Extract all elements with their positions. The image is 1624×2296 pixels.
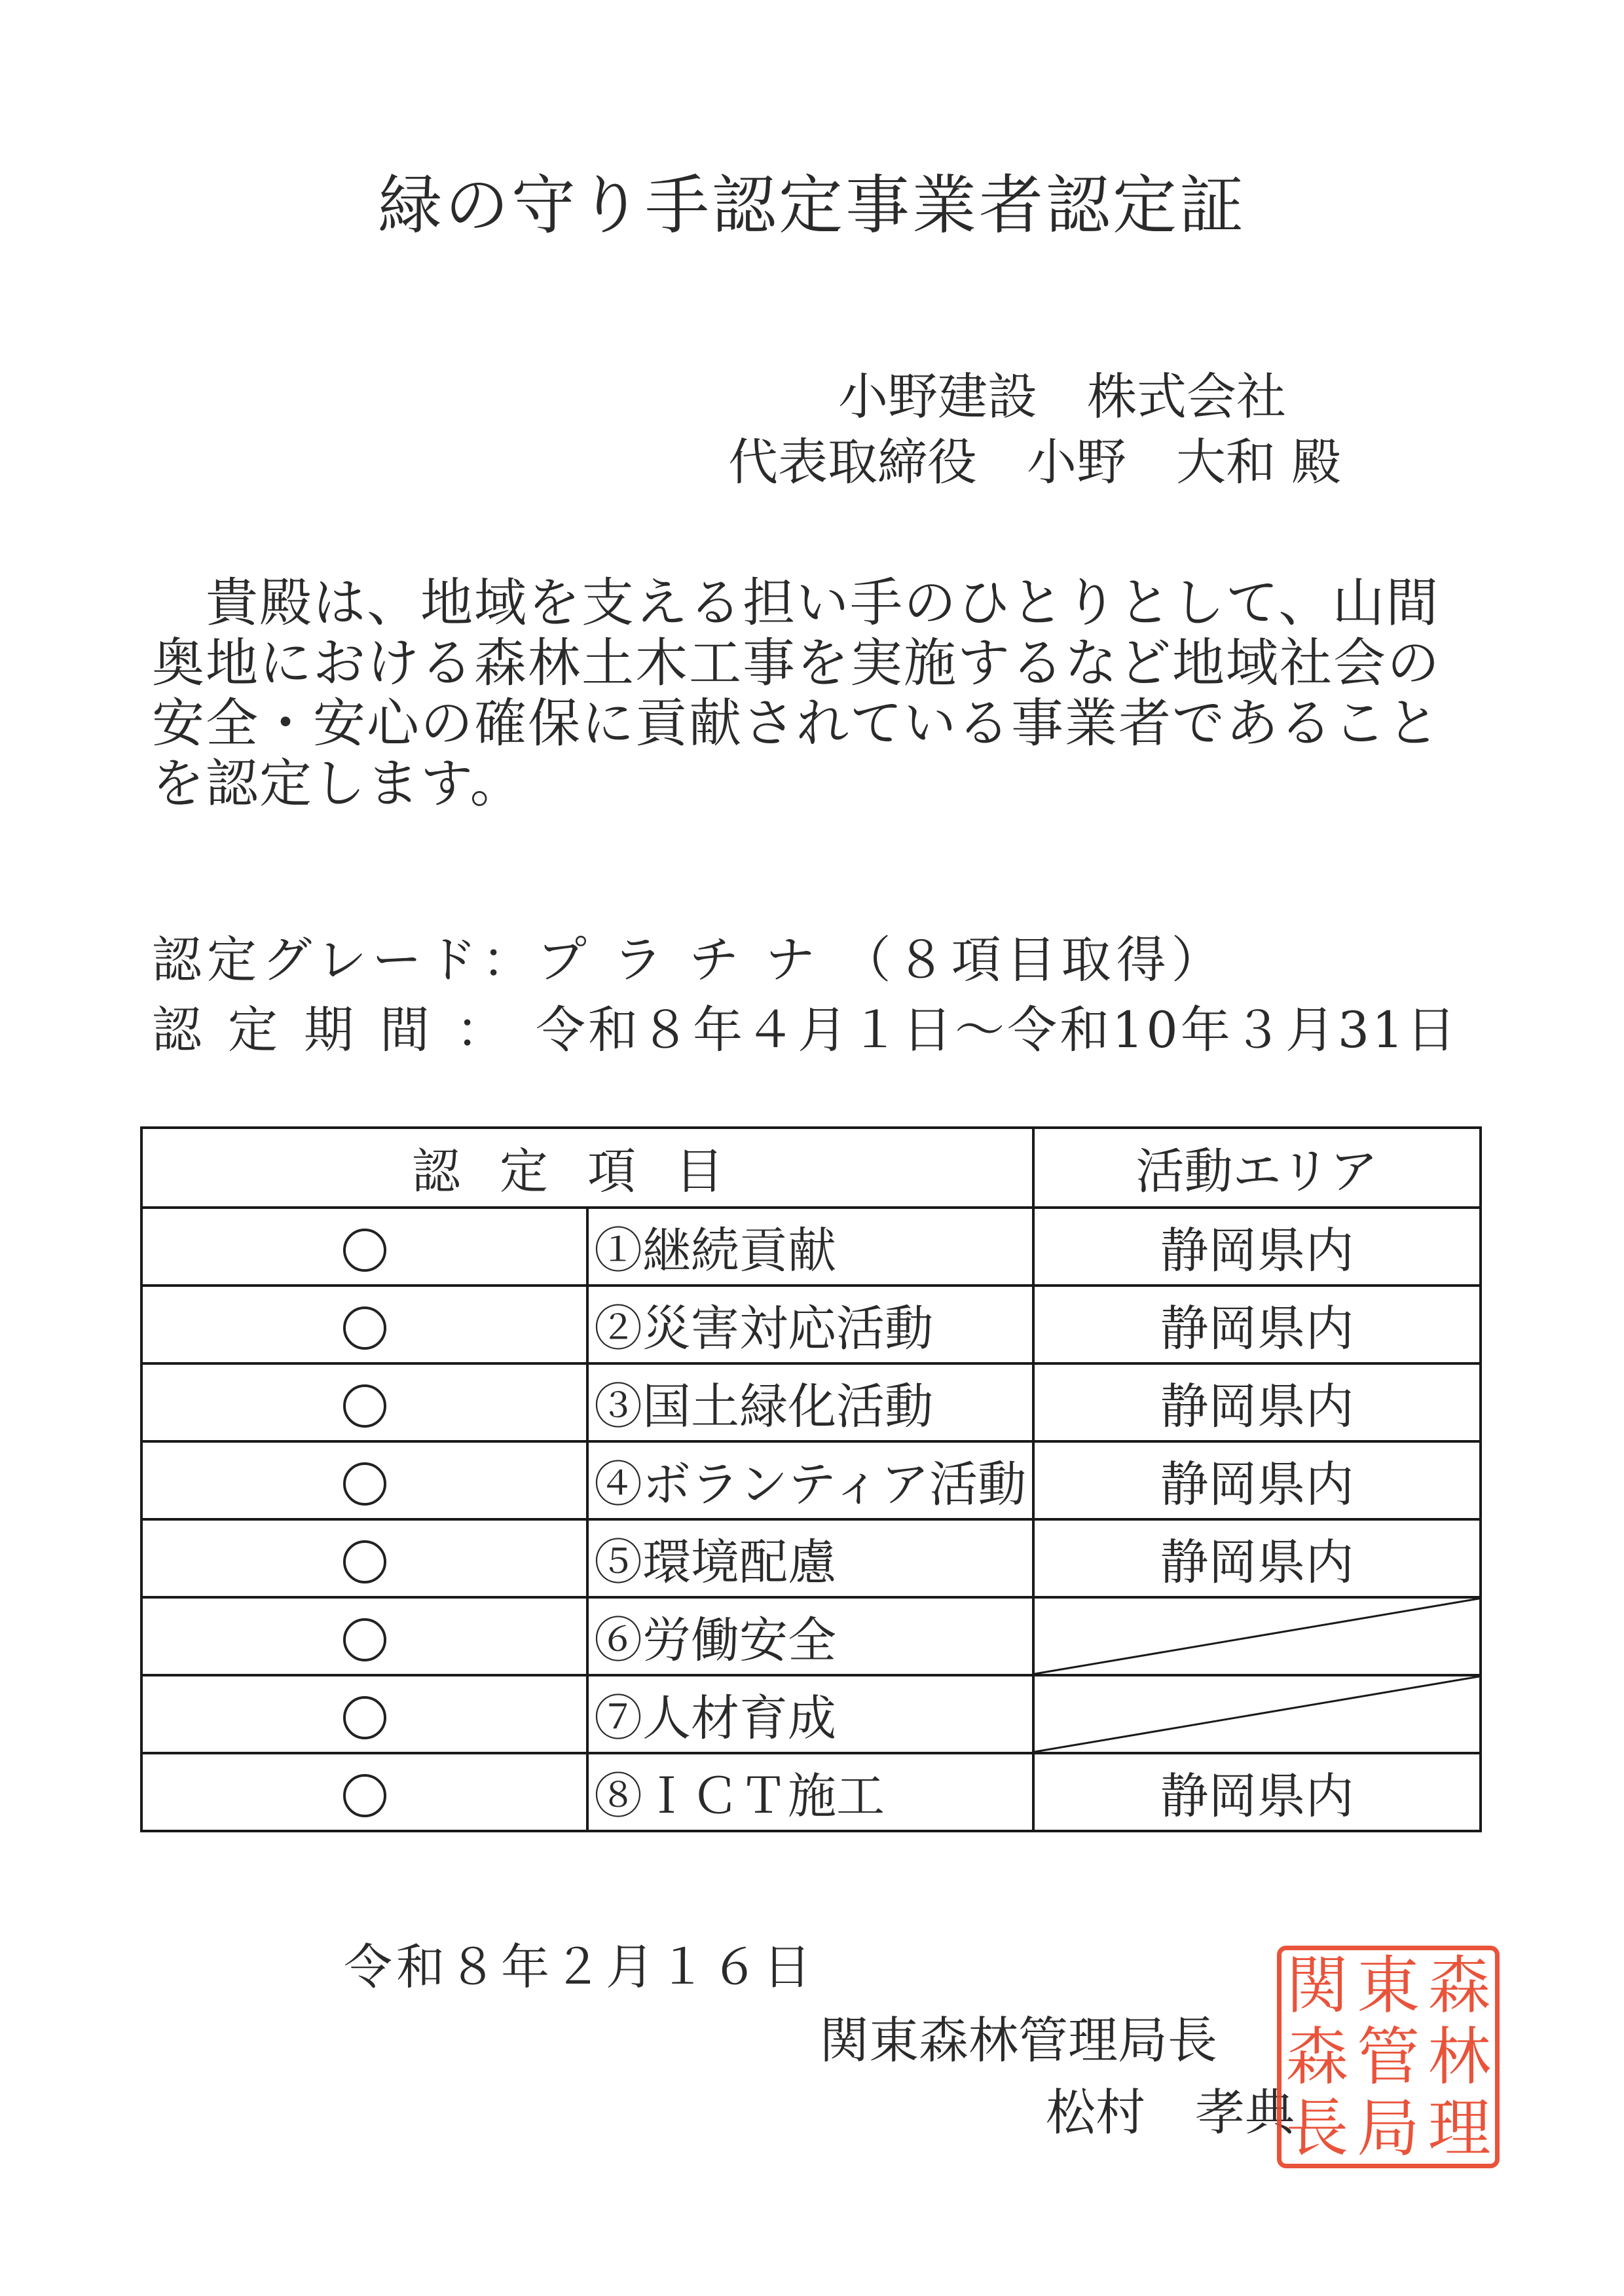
item-name: ④ボランティア活動 xyxy=(587,1441,1033,1519)
table-row xyxy=(141,1753,1481,1831)
seal-char: 森 xyxy=(1285,2020,1349,2094)
seal-char: 管 xyxy=(1356,2020,1420,2094)
official-seal-stamp xyxy=(1277,1946,1500,2168)
item-name: ⑧ＩＣＴ施工 xyxy=(587,1753,1033,1831)
certificate-title: 緑の守り手認定事業者認定証 xyxy=(377,168,1246,243)
circle-mark-icon xyxy=(343,1696,386,1739)
check-mark-cell xyxy=(141,1597,587,1675)
table-row xyxy=(141,1286,1481,1363)
item-name: ⑦人材育成 xyxy=(587,1675,1033,1753)
table-row xyxy=(141,1519,1481,1597)
circle-mark-icon xyxy=(343,1229,386,1272)
grade-separator: ： xyxy=(482,931,537,989)
seal-char: 関 xyxy=(1285,1949,1349,2023)
circle-mark-icon xyxy=(343,1540,386,1583)
period-separator: ： xyxy=(456,1001,483,1059)
table-row xyxy=(141,1441,1481,1519)
certification-items-table xyxy=(140,1126,1482,1832)
circle-mark-icon xyxy=(343,1306,386,1350)
recipient-representative: 代表取締役 小野 大和 殿 xyxy=(728,433,1342,491)
item-area-not-applicable xyxy=(1033,1597,1481,1675)
item-area: 静岡県内 xyxy=(1033,1286,1481,1363)
grade-label: 認定グレード xyxy=(152,931,482,989)
issue-date: 令和８年２月１６日 xyxy=(344,1939,815,1995)
item-name: ②災害対応活動 xyxy=(587,1286,1033,1363)
statement-line: 奥地における森林土木工事を実施するなど地域社会の xyxy=(152,633,1441,694)
table-row xyxy=(141,1597,1481,1675)
period-value: 令和８年４月１日～令和10年３月31日 xyxy=(536,1001,1459,1059)
statement-line: を認定します。 xyxy=(152,753,524,814)
header-activity-area: 活動エリア xyxy=(1033,1128,1481,1208)
period-label: 認定期間 xyxy=(152,1001,456,1059)
seal-char: 東 xyxy=(1356,1949,1420,2023)
grade-line xyxy=(152,920,1227,991)
period-line xyxy=(152,990,1458,1062)
circle-mark-icon xyxy=(343,1462,386,1506)
seal-char: 森 xyxy=(1428,1949,1491,2023)
seal-char: 局 xyxy=(1356,2091,1420,2165)
circle-mark-icon xyxy=(343,1618,386,1661)
header-certification-items: 認定項目 xyxy=(141,1128,1033,1208)
statement-line: 貴殿は、地域を支える担い手のひとりとして、山間 xyxy=(152,572,1440,633)
check-mark-cell xyxy=(141,1753,587,1831)
certification-statement xyxy=(152,573,1488,814)
item-area: 静岡県内 xyxy=(1033,1208,1481,1286)
item-area: 静岡県内 xyxy=(1033,1753,1481,1831)
issuer-name: 松村 孝典 xyxy=(1046,2083,1295,2141)
item-area: 静岡県内 xyxy=(1033,1363,1481,1441)
item-name: ⑥労働安全 xyxy=(587,1597,1033,1675)
item-area-not-applicable xyxy=(1033,1675,1481,1753)
check-mark-cell xyxy=(141,1286,587,1363)
check-mark-cell xyxy=(141,1208,587,1286)
item-name: ⑤環境配慮 xyxy=(587,1519,1033,1597)
table-row xyxy=(141,1208,1481,1286)
item-name: ③国土緑化活動 xyxy=(587,1363,1033,1441)
check-mark-cell xyxy=(141,1441,587,1519)
diagonal-slash-icon xyxy=(1035,1676,1479,1752)
table-header-row xyxy=(141,1128,1481,1208)
check-mark-cell xyxy=(141,1675,587,1753)
table-row xyxy=(141,1363,1481,1441)
item-name: ①継続貢献 xyxy=(587,1208,1033,1286)
seal-char: 林 xyxy=(1428,2020,1491,2094)
seal-char: 長 xyxy=(1285,2091,1349,2165)
check-mark-cell xyxy=(141,1363,587,1441)
diagonal-slash-icon xyxy=(1035,1599,1479,1674)
grade-value: プ ラ チ ナ （８項目取得） xyxy=(537,931,1227,989)
statement-line: 安全・安心の確保に貢献されている事業者であること xyxy=(152,693,1441,754)
circle-mark-icon xyxy=(343,1774,386,1817)
table-row xyxy=(141,1675,1481,1753)
issuer-office: 関東森林管理局長 xyxy=(819,2011,1217,2069)
check-mark-cell xyxy=(141,1519,587,1597)
circle-mark-icon xyxy=(343,1384,386,1428)
item-area: 静岡県内 xyxy=(1033,1519,1481,1597)
recipient-company: 小野建設 株式会社 xyxy=(838,367,1286,426)
seal-char: 理 xyxy=(1428,2091,1491,2165)
item-area: 静岡県内 xyxy=(1033,1441,1481,1519)
